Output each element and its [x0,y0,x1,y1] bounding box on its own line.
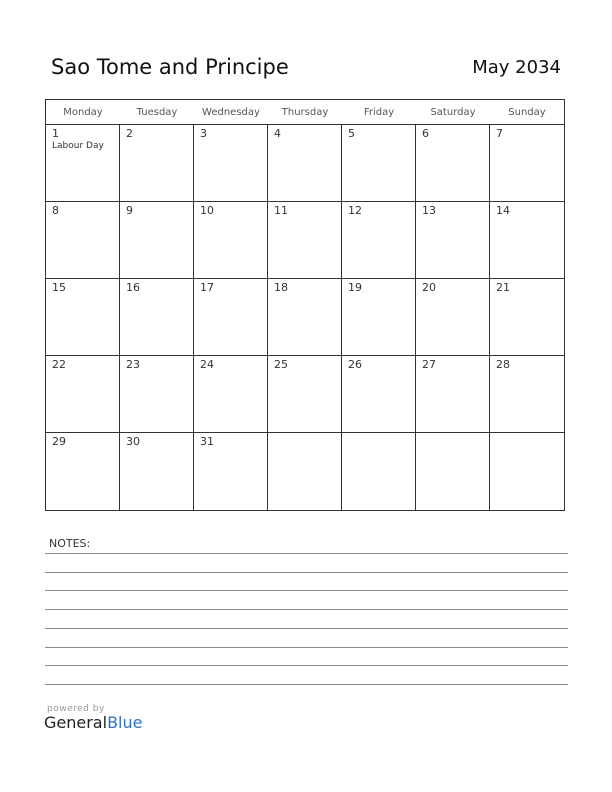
day-cell [46,125,120,202]
day-number: 31 [200,435,214,448]
day-cell [342,125,416,202]
day-cell [46,279,120,356]
day-number: 9 [126,204,133,217]
day-number: 15 [52,281,66,294]
day-cell [490,433,564,510]
day-cell [342,202,416,279]
month-year-title: May 2034 [472,57,561,78]
weekday-thursday: Thursday [281,106,329,118]
note-line [45,647,568,648]
day-number: 17 [200,281,214,294]
day-cell [268,125,342,202]
day-number: 28 [496,358,510,371]
weekday-header-row [46,100,564,125]
day-number: 19 [348,281,362,294]
day-number: 13 [422,204,436,217]
day-number: 30 [126,435,140,448]
day-cell [490,356,564,433]
day-number: 11 [274,204,288,217]
note-line [45,572,568,573]
note-line [45,609,568,610]
day-number: 2 [126,127,133,140]
day-number: 6 [422,127,429,140]
day-number: 7 [496,127,503,140]
day-number: 16 [126,281,140,294]
day-number: 23 [126,358,140,371]
day-number: 3 [200,127,207,140]
day-cell [46,202,120,279]
day-cell [194,125,268,202]
notes-label: NOTES: [49,537,91,550]
day-cell [268,356,342,433]
day-number: 10 [200,204,214,217]
brand-name [44,713,142,732]
day-cell [268,202,342,279]
day-cell [46,433,120,510]
note-line [45,553,568,554]
day-cell [268,279,342,356]
day-cell [490,279,564,356]
day-number: 26 [348,358,362,371]
calendar-grid [45,99,565,511]
day-number: 25 [274,358,288,371]
day-number: 21 [496,281,510,294]
note-line [45,684,568,685]
weekday-tuesday: Tuesday [136,106,178,118]
brand-blue: Blue [107,713,143,732]
day-number: 4 [274,127,281,140]
day-number: 29 [52,435,66,448]
country-title: Sao Tome and Principe [51,55,289,79]
day-cell [194,356,268,433]
day-number: 5 [348,127,355,140]
day-number: 27 [422,358,436,371]
brand-general: General [44,713,108,732]
day-cell [416,125,490,202]
day-cell [490,202,564,279]
weekday-wednesday: Wednesday [202,106,260,118]
day-number: 12 [348,204,362,217]
holiday-label: Labour Day [52,141,104,151]
day-cell [416,356,490,433]
note-line [45,590,568,591]
generalblue-logo [44,704,142,732]
day-number: 14 [496,204,510,217]
weekday-friday: Friday [363,106,395,118]
day-cell [416,433,490,510]
day-cell [194,202,268,279]
day-cell [490,125,564,202]
day-number: 22 [52,358,66,371]
powered-by-text: powered by [47,704,105,714]
day-cell [342,433,416,510]
day-cell [416,279,490,356]
day-cell [342,356,416,433]
day-number: 1 [52,127,59,140]
day-number: 18 [274,281,288,294]
day-cell [120,356,194,433]
day-cell [268,433,342,510]
day-number: 24 [200,358,214,371]
day-cell [120,279,194,356]
day-cell [120,125,194,202]
day-cells [46,125,564,510]
weekday-saturday: Saturday [430,106,476,118]
day-cell [416,202,490,279]
day-cell [46,356,120,433]
day-cell [194,433,268,510]
day-cell [194,279,268,356]
note-line [45,665,568,666]
day-cell [120,433,194,510]
day-cell [120,202,194,279]
note-line [45,628,568,629]
weekday-monday: Monday [63,106,103,118]
day-number: 20 [422,281,436,294]
day-number: 8 [52,204,59,217]
weekday-sunday: Sunday [508,106,546,118]
day-cell [342,279,416,356]
